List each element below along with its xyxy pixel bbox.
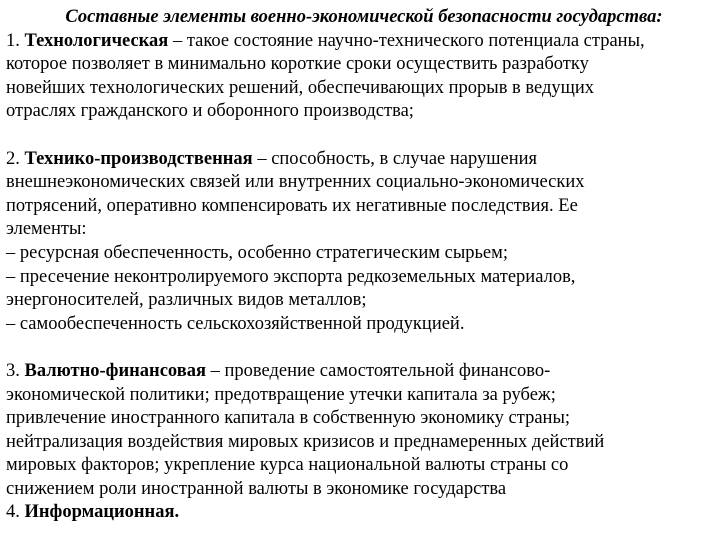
section-1-line-4: отраслях гражданского и оборонного производства; xyxy=(6,101,414,122)
section-1-text: – такое состояние научно-технического потенциала страны, xyxy=(168,30,645,51)
section-4-name: Информационная. xyxy=(24,502,180,523)
section-3-line-2: экономической политики; предотвращение утечки капитала за рубеж; xyxy=(6,384,556,405)
section-4-line-1 xyxy=(6,501,718,525)
section-1-name: Технологическая xyxy=(24,30,169,51)
section-3-name: Валютно-финансовая xyxy=(24,360,206,381)
section-1-line-3: новейших технологических решений, обеспечивающих прорыв в ведущих xyxy=(6,77,595,98)
section-2-line-1 xyxy=(6,148,718,172)
section-3-text: – проведение самостоятельной финансово- xyxy=(205,360,551,381)
section-2-text: – способность, в случае нарушения xyxy=(252,148,538,169)
section-4-number: 4. xyxy=(6,502,25,523)
section-2-line-2: внешнеэкономических связей или внутренних социально-экономических xyxy=(6,172,585,193)
slide-title: Составные элементы военно-экономической безопасности государства: xyxy=(65,7,663,27)
section-3-line-3: привлечение иностранного капитала в собственную экономику страны; xyxy=(6,408,571,429)
section-1-line-1 xyxy=(6,30,718,54)
section-2-bullet-3: – самообеспеченность сельскохозяйственной продукцией. xyxy=(6,313,465,334)
section-2-bullet-2-cont: энергоносителей, различных видов металлов; xyxy=(6,290,367,311)
section-3-line-4: нейтрализация воздействия мировых кризисов и преднамеренных действий xyxy=(6,431,605,452)
section-3-line-6: снижением роли иностранной валюты в экономике государства xyxy=(6,478,507,499)
section-1-line-2: которое позволяет в минимально короткие сроки осуществить разработку xyxy=(6,54,589,75)
section-2-bullet-2: – пресечение неконтролируемого экспорта редкоземельных материалов, xyxy=(6,266,576,287)
section-3-line-1 xyxy=(6,360,718,384)
spacer xyxy=(6,124,718,148)
section-3-line-5: мировых факторов; укрепление курса национальной валюты страны со xyxy=(6,455,569,476)
slide-content xyxy=(6,6,718,525)
section-2-number: 2. xyxy=(6,148,25,169)
spacer xyxy=(6,336,718,360)
section-2-name: Технико-производственная xyxy=(24,148,253,169)
section-1-number: 1. xyxy=(6,30,25,51)
section-2-line-3: потрясений, оперативно компенсировать их негативные последствия. Ее xyxy=(6,195,578,216)
section-2-bullet-1: – ресурсная обеспеченность, особенно стратегическим сырьем; xyxy=(6,242,508,263)
section-3-number: 3. xyxy=(6,360,25,381)
section-2-line-4: элементы: xyxy=(6,219,87,240)
